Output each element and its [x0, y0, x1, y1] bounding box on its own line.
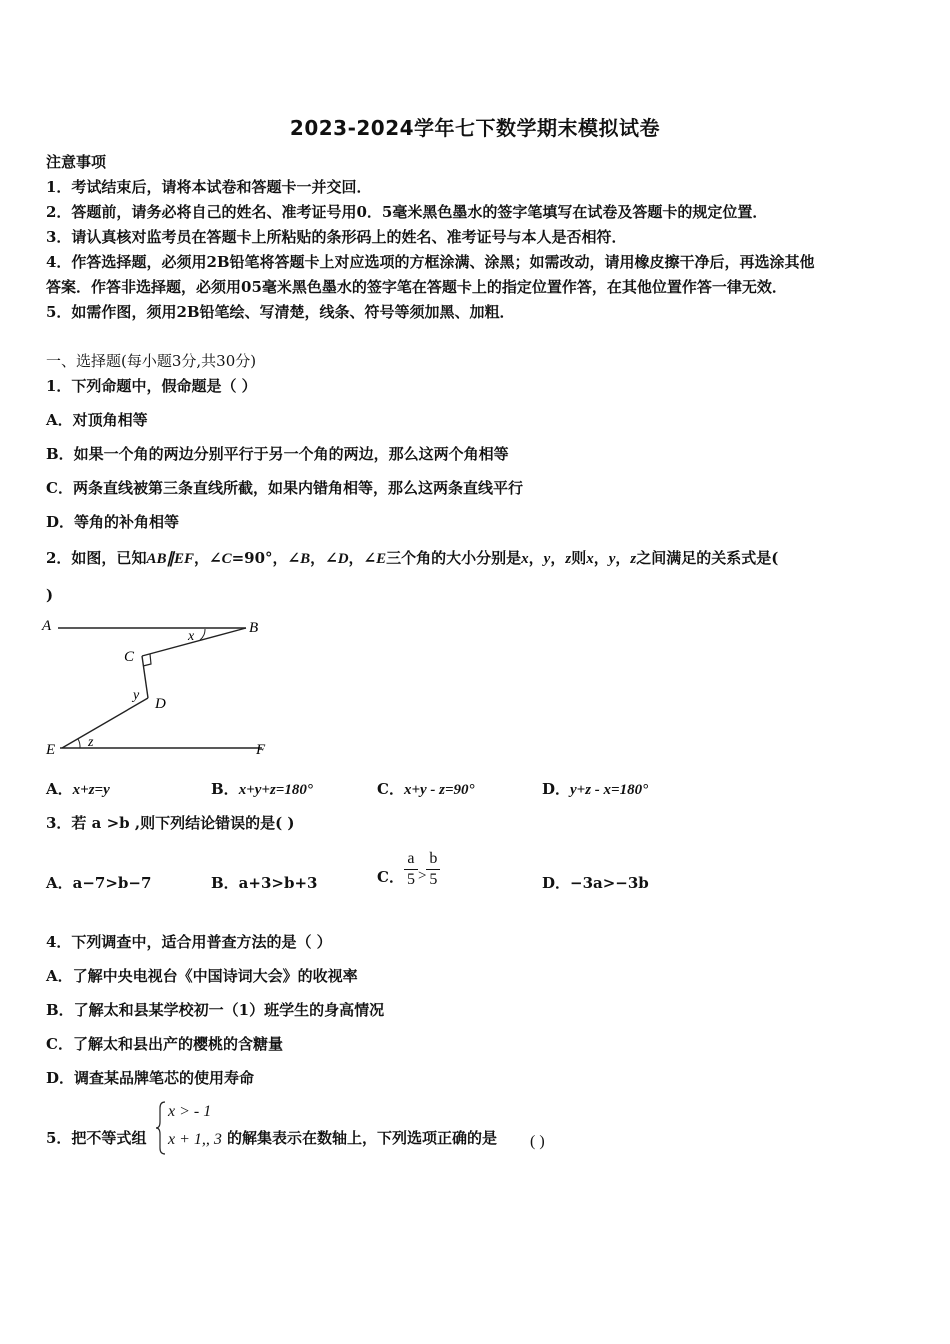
inequality-2: x + 1,, 3 — [168, 1131, 222, 1148]
q1-option-c: C．两条直线被第三条直线所截，如果内错角相等，那么这两条直线平行 — [46, 479, 523, 497]
angle-x-arc — [200, 629, 205, 640]
label-c: C — [124, 649, 135, 665]
q2-option-b: B．x+y+z=180° — [211, 780, 313, 798]
notice-heading: 注意事项 — [46, 153, 107, 171]
label-e: E — [46, 742, 56, 758]
label-x: x — [188, 629, 195, 644]
notice-item: 1．考试结束后，请将本试卷和答题卡一并交回． — [46, 178, 372, 196]
question-5-suffix: 的解集表示在数轴上，下列选项正确的是 — [227, 1129, 498, 1147]
segment-cd — [142, 656, 148, 698]
question-1-stem: 1．下列命题中，假命题是（ ） — [46, 377, 257, 395]
answer-parentheses: ( ) — [530, 1133, 545, 1150]
page-title: 2023-2024学年七下数学期末模拟试卷 — [289, 116, 661, 140]
q2-option-c: C．x+y - z=90° — [377, 780, 475, 798]
notice-item: 4．作答选择题，必须用2B铅笔将答题卡上对应选项的方框涂满、涂黑；如需改动，请用橡皮擦干净后，再选涂其他 — [46, 253, 815, 271]
label-d: D — [155, 696, 166, 712]
question-2-stem: 2．如图，已知AB∥EF，∠C=90°，∠B，∠D，∠E三个角的大小分别是x，y，z则x，y，z之间满足的关系式是( — [46, 549, 779, 567]
label-b: B — [249, 620, 259, 636]
q3-option-a: A．a−7>b−7 — [46, 874, 152, 892]
q3-option-c: C． $\frac{a}{5}$ > $\frac{b}{5}$ — [377, 845, 440, 893]
inequality-1: x > - 1 — [168, 1103, 212, 1120]
notice-item: 5．如需作图，须用2B铅笔绘、写清楚，线条、符号等须加黑、加粗． — [46, 303, 515, 321]
notice-item: 2．答题前，请务必将自己的姓名、准考证号用0．5毫米黑色墨水的签字笔填写在试卷及答题卡的规定位置． — [46, 203, 768, 221]
q3-option-d: D．−3a>−3b — [542, 874, 649, 892]
question-5-prefix: 5．把不等式组 — [46, 1129, 147, 1147]
q1-option-b: B．如果一个角的两边分别平行于另一个角的两边，那么这两个角相等 — [46, 445, 509, 463]
question-2-stem-close: ) — [46, 586, 54, 604]
question-3-stem: 3．若 a >b ,则下列结论错误的是( ) — [46, 814, 295, 832]
brace-icon — [155, 1100, 167, 1156]
label-f: F — [256, 742, 266, 758]
label-y: y — [133, 688, 140, 703]
label-a: A — [42, 618, 52, 634]
segment-de — [62, 698, 148, 748]
fraction-b-over-5: $\frac{b}{5}$ — [426, 849, 440, 890]
q3-option-b: B．a+3>b+3 — [211, 874, 318, 892]
section-heading: 一、选择题(每小题3分,共30分) — [46, 352, 257, 370]
fraction-a-over-5: $\frac{a}{5}$ — [404, 849, 418, 890]
q2-option-d: D．y+z - x=180° — [542, 780, 649, 798]
notice-item: 3．请认真核对监考员在答题卡上所粘贴的条形码上的姓名、准考证号与本人是否相符． — [46, 228, 627, 246]
q2-option-a: A．x+z=y — [46, 780, 110, 798]
geometry-figure — [40, 612, 280, 764]
notice-item: 答案．作答非选择题，必须用05毫米黑色墨水的签字笔在答题卡上的指定位置作答，在其他位置作答一律无效． — [46, 278, 787, 296]
q4-option-c: C．了解太和县出产的樱桃的含糖量 — [46, 1035, 283, 1053]
q4-option-a: A．了解中央电视台《中国诗词大会》的收视率 — [46, 967, 358, 985]
q4-option-b: B．了解太和县某学校初一（1）班学生的身高情况 — [46, 1001, 385, 1019]
angle-z-arc — [78, 739, 80, 748]
q1-option-a: A．对顶角相等 — [46, 411, 148, 429]
q1-option-d: D．等角的补角相等 — [46, 513, 180, 531]
label-z: z — [88, 735, 94, 750]
q4-option-d: D．调查某品牌笔芯的使用寿命 — [46, 1069, 255, 1087]
question-4-stem: 4．下列调查中，适合用普查方法的是（ ） — [46, 933, 332, 951]
